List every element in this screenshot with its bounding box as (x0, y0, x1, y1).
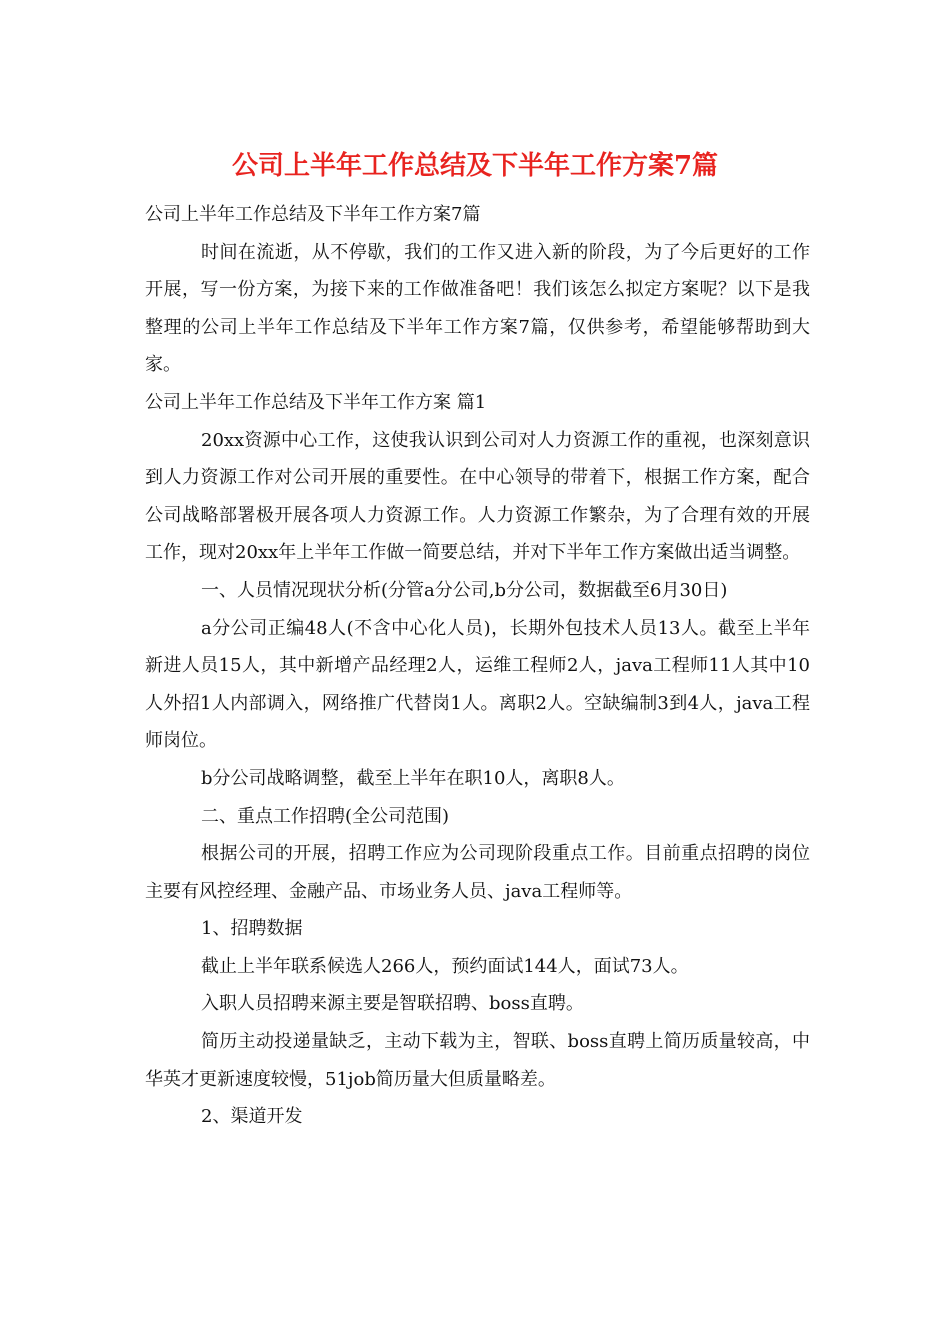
document-body (145, 196, 810, 1136)
subheading-recruitment-data: 1、招聘数据 (201, 918, 303, 940)
heading-recruitment: 二、重点工作招聘(全公司范围) (201, 805, 450, 827)
paragraph-recruitment: 根据公司的开展，招聘工作应为公司现阶段重点工作。目前重点招聘的岗位主要有风控经理、金融产品、市场业务人员、java工程师等。 (145, 843, 810, 902)
paragraph-overview: 20xx资源中心工作，这使我认识到公司对人力资源工作的重视，也深刻意识到人力资源工作对公司开展的重要性。在中心领导的带着下，根据工作方案，配合公司战略部署极开展各项人力资源工作。人力资源工作繁杂，为了合理有效的开展工作，现对20xx年上半年工作做一简要总结，并对下半年工作方案做出适当调整。 (145, 429, 810, 564)
paragraph-branch-b: b分公司战略调整，截至上半年在职10人，离职8人。 (201, 767, 625, 789)
paragraph-sources: 入职人员招聘来源主要是智联招聘、boss直聘。 (201, 993, 584, 1015)
paragraph-resume-quality: 简历主动投递量缺乏，主动下载为主，智联、boss直聘上简历质量较高，中华英才更新速度较慢，51job简历量大但质量略差。 (145, 1031, 810, 1090)
document-subtitle: 公司上半年工作总结及下半年工作方案7篇 (145, 204, 481, 225)
document-title: 公司上半年工作总结及下半年工作方案7篇 (231, 151, 719, 181)
paragraph-candidates: 截止上半年联系候选人266人，预约面试144人，面试73人。 (201, 955, 689, 977)
subheading-channel-development: 2、渠道开发 (201, 1106, 303, 1128)
heading-staff-analysis: 一、人员情况现状分析(分管a分公司,b分公司，数据截至6月30日) (201, 579, 728, 601)
intro-paragraph: 时间在流逝，从不停歇，我们的工作又进入新的阶段，为了今后更好的工作开展，写一份方案，为接下来的工作做准备吧！我们该怎么拟定方案呢？以下是我整理的公司上半年工作总结及下半年工作方案7篇，仅供参考，希望能够帮助到大家。 (145, 241, 810, 376)
paragraph-branch-a: a分公司正编48人(不含中心化人员)，长期外包技术人员13人。截至上半年新进人员15人，其中新增产品经理2人，运维工程师2人，java工程师11人其中10人外招1人内部调入，网络推广代替岗1人。离职2人。空缺编制3到4人，java工程师岗位。 (145, 617, 810, 752)
section-heading: 公司上半年工作总结及下半年工作方案 篇1 (145, 391, 487, 413)
